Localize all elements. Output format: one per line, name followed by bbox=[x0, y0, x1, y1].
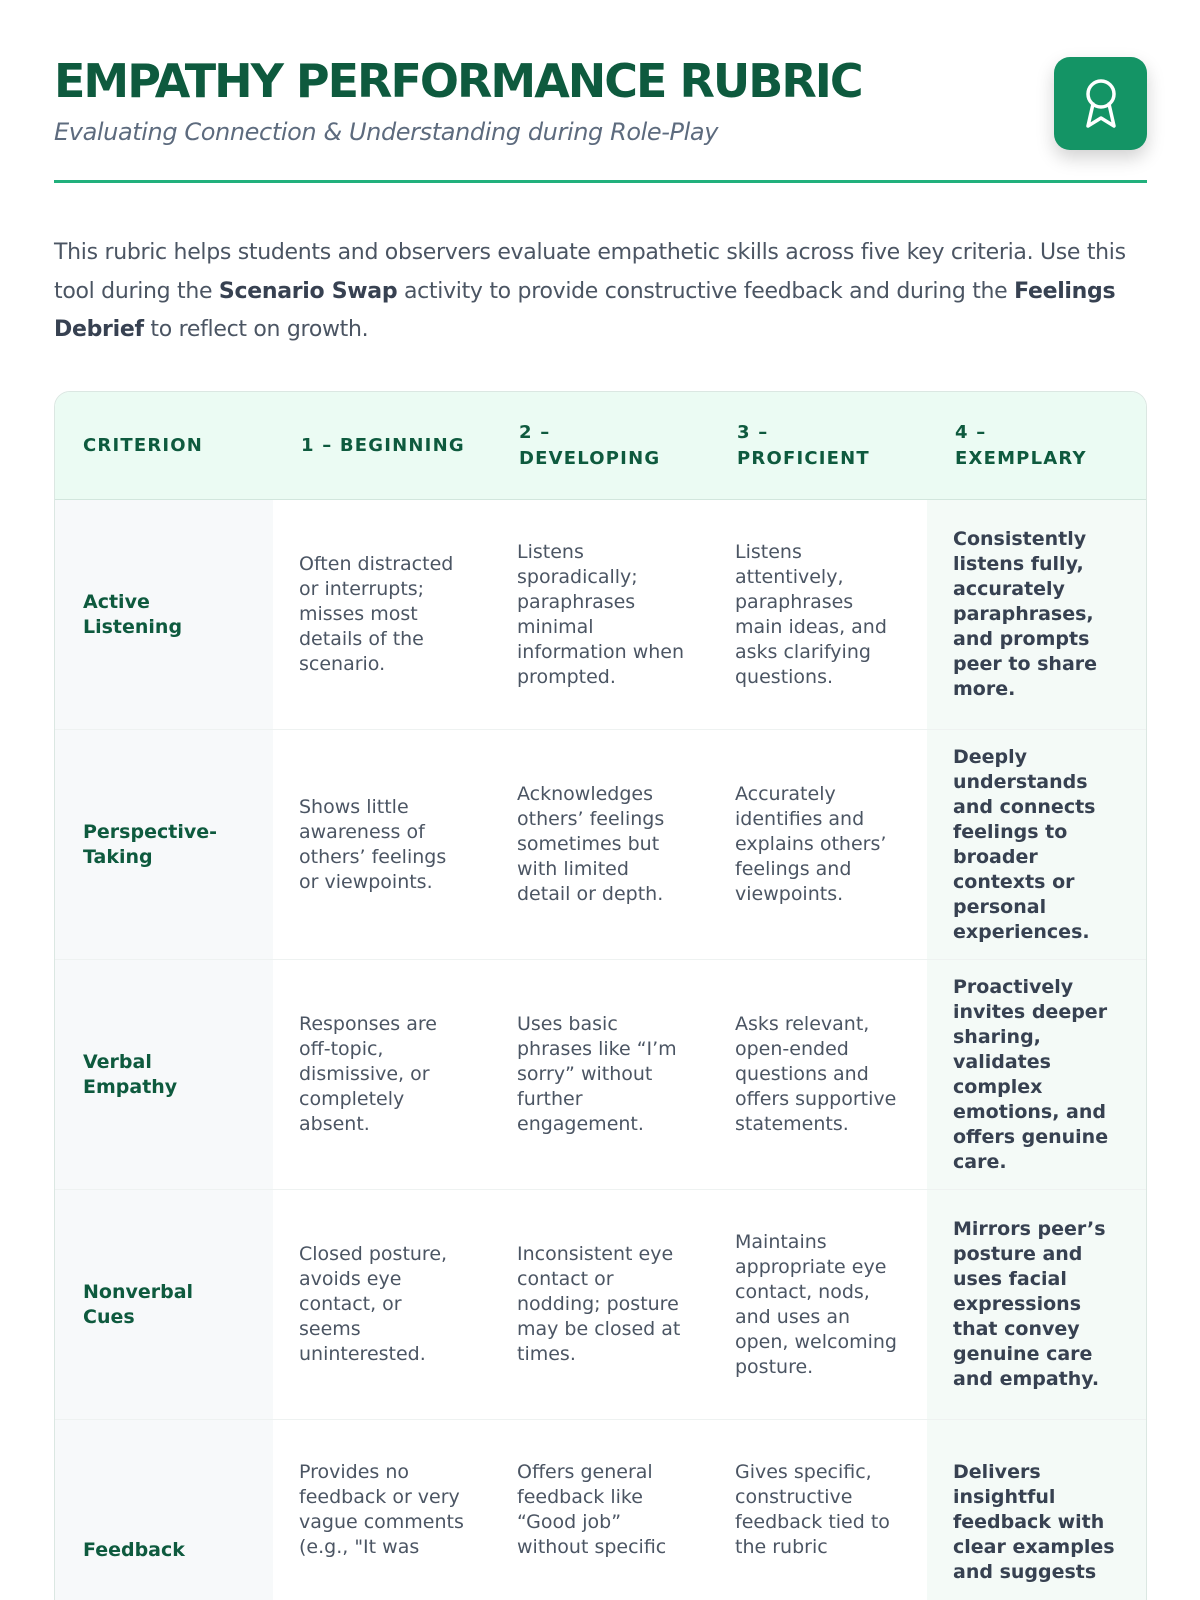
proficient-cell: Accurately identifies and explains others’ feelings and viewpoints. bbox=[709, 730, 927, 960]
proficient-cell: Gives specific, constructive feedback tied to the rubric bbox=[709, 1420, 927, 1600]
header-criterion: CRITERION bbox=[55, 392, 273, 500]
table-row-verbal-empathy bbox=[55, 960, 1146, 1190]
exemplary-cell: Deeply understands and connects feelings to broader contexts or personal experiences. bbox=[927, 730, 1146, 960]
developing-cell: Listens sporadically; paraphrases minimal information when prompted. bbox=[491, 500, 709, 730]
exemplary-cell: Delivers insightful feedback with clear examples and suggests bbox=[927, 1420, 1146, 1600]
intro-text-3: to reflect on growth. bbox=[143, 317, 369, 342]
beginning-cell: Often distracted or interrupts; misses most details of the scenario. bbox=[273, 500, 491, 730]
header-beginning: 1 – BEGINNING bbox=[273, 392, 491, 500]
rubric-table-card bbox=[54, 391, 1147, 1600]
page-subtitle: Evaluating Connection & Understanding during Role-Play bbox=[54, 118, 718, 146]
beginning-cell: Shows little awareness of others’ feelings or viewpoints. bbox=[273, 730, 491, 960]
award-badge bbox=[1054, 57, 1147, 150]
award-ribbon-icon bbox=[1079, 77, 1123, 131]
table-row-perspective-taking bbox=[55, 730, 1146, 960]
table-row-nonverbal-cues bbox=[55, 1190, 1146, 1420]
intro-paragraph bbox=[54, 234, 1154, 350]
header-developing: 2 – DEVELOPING bbox=[491, 392, 709, 500]
exemplary-cell: Consistently listens fully, accurately paraphrases, and prompts peer to share more. bbox=[927, 500, 1146, 730]
beginning-cell: Provides no feedback or very vague comments (e.g., "It was bbox=[273, 1420, 491, 1600]
developing-cell: Offers general feedback like “Good job” without specific bbox=[491, 1420, 709, 1600]
criterion-cell: Feedback bbox=[55, 1420, 273, 1600]
exemplary-cell: Proactively invites deeper sharing, validates complex emotions, and offers genuine care. bbox=[927, 960, 1146, 1190]
proficient-cell: Asks relevant, open-ended questions and offers supportive statements. bbox=[709, 960, 927, 1190]
intro-bold-scenario-swap: Scenario Swap bbox=[218, 278, 398, 304]
beginning-cell: Closed posture, avoids eye contact, or seems uninterested. bbox=[273, 1190, 491, 1420]
criterion-cell: Perspective-Taking bbox=[55, 730, 273, 960]
table-row-feedback bbox=[55, 1420, 1146, 1600]
criterion-cell: Nonverbal Cues bbox=[55, 1190, 273, 1420]
exemplary-cell: Mirrors peer’s posture and uses facial expressions that convey genuine care and empathy. bbox=[927, 1190, 1146, 1420]
developing-cell: Acknowledges others’ feelings sometimes but with limited detail or depth. bbox=[491, 730, 709, 960]
developing-cell: Uses basic phrases like “I’m sorry” without further engagement. bbox=[491, 960, 709, 1190]
intro-text-1: This rubric helps students and observers evaluate empathetic skills across five key criteria. Use this tool during the bbox=[54, 240, 1126, 304]
table-row-active-listening bbox=[55, 500, 1146, 730]
intro-bold-feelings-debrief: Feelings Debrief bbox=[54, 278, 1116, 342]
rubric-table bbox=[55, 392, 1146, 1600]
developing-cell: Inconsistent eye contact or nodding; posture may be closed at times. bbox=[491, 1190, 709, 1420]
intro-text-2: activity to provide constructive feedback and during the bbox=[397, 278, 1015, 304]
criterion-cell: Verbal Empathy bbox=[55, 960, 273, 1190]
criterion-cell: Active Listening bbox=[55, 500, 273, 730]
proficient-cell: Maintains appropriate eye contact, nods, and uses an open, welcoming posture. bbox=[709, 1190, 927, 1420]
header-exemplary: 4 – EXEMPLARY bbox=[927, 392, 1146, 500]
beginning-cell: Responses are off-topic, dismissive, or completely absent. bbox=[273, 960, 491, 1190]
page-header bbox=[54, 50, 1147, 183]
proficient-cell: Listens attentively, paraphrases main ideas, and asks clarifying questions. bbox=[709, 500, 927, 730]
header-proficient: 3 – PROFICIENT bbox=[709, 392, 927, 500]
page-title: EMPATHY PERFORMANCE RUBRIC bbox=[54, 54, 862, 108]
rubric-table-header bbox=[55, 392, 1146, 500]
